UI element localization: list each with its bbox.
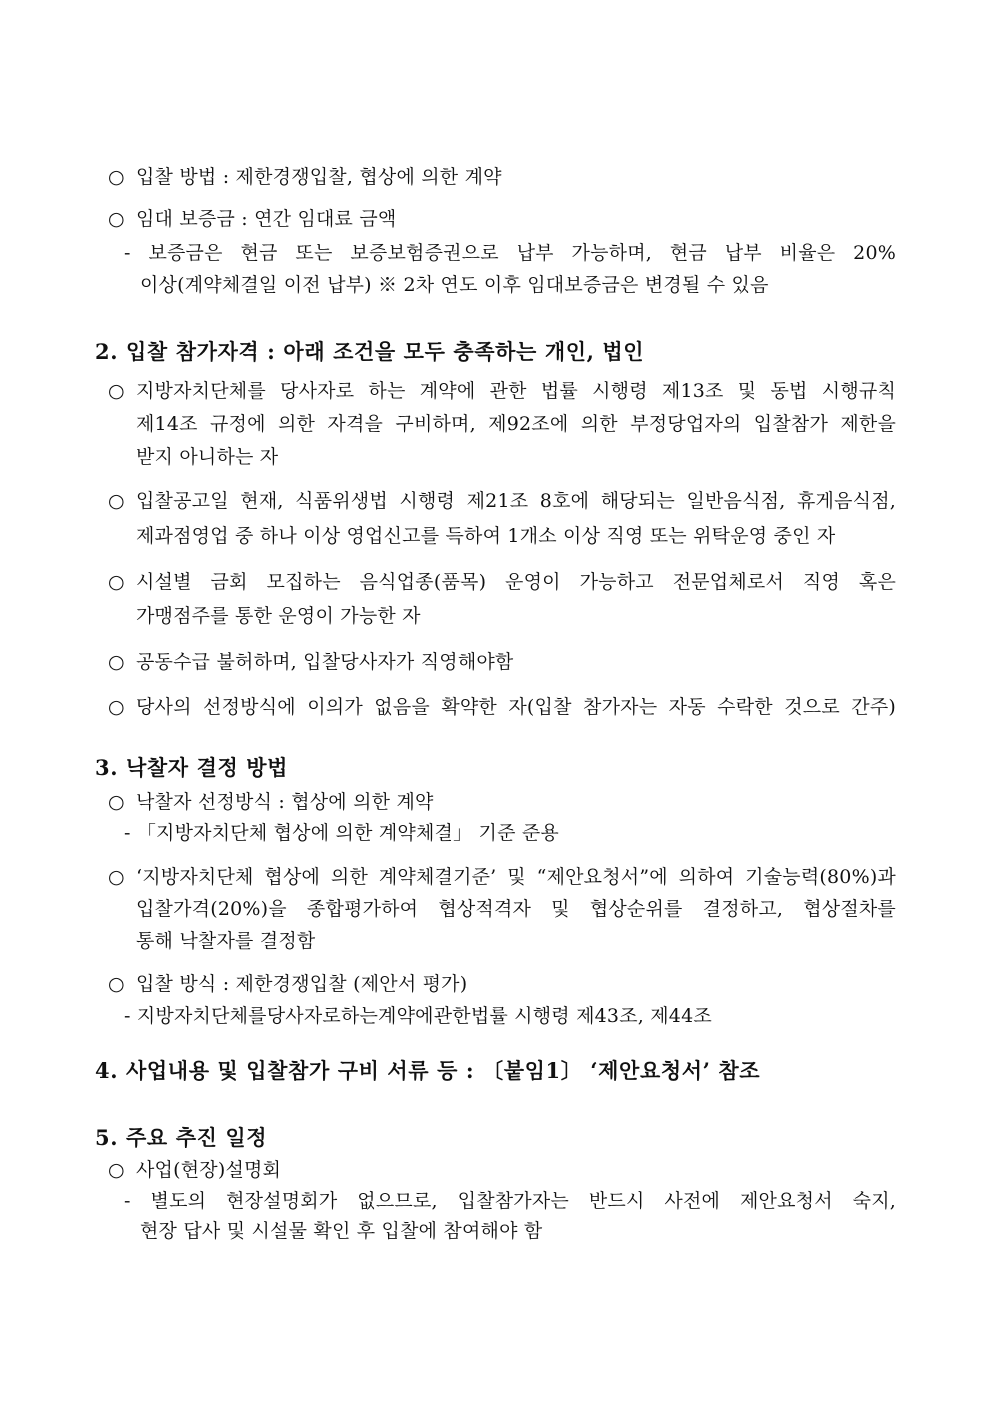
qualification-1-line-1: 지방자치단체를 당사자로 하는 계약에 관한 법률 시행령 제13조 및 동법 시행규칙	[136, 380, 896, 402]
section-4-heading: 4. 사업내용 및 입찰참가 구비 서류 등 : 〔붙임1〕 ‘제안요청서’ 참조	[95, 1058, 761, 1083]
qualification-item-5	[108, 695, 136, 719]
section-5-heading: 5. 주요 추진 일정	[95, 1125, 268, 1150]
section-3-heading: 3. 낙찰자 결정 방법	[95, 755, 289, 780]
qualification-item-1	[108, 379, 136, 403]
deposit-text: 임대 보증금 : 연간 임대료 금액	[136, 208, 397, 230]
deposit-note-line-1: - 보증금은 현금 또는 보증보험증권으로 납부 가능하며, 현금 납부 비율은 20%	[124, 242, 896, 264]
qualification-4-text: 공동수급 불허하며, 입찰당사자가 직영해야함	[136, 651, 514, 673]
method-item-3	[108, 972, 467, 996]
deposit-item	[108, 207, 396, 231]
circle-bullet-icon: ○	[108, 696, 125, 718]
method-1-text: 낙찰자 선정방식 : 협상에 의한 계약	[136, 791, 434, 813]
qualification-3-line-2: 가맹점주를 통한 운영이 가능한 자	[136, 605, 421, 627]
circle-bullet-icon: ○	[108, 490, 125, 512]
circle-bullet-icon: ○	[108, 571, 125, 593]
circle-bullet-icon: ○	[108, 651, 125, 673]
circle-bullet-icon: ○	[108, 791, 125, 813]
section-2-heading: 2. 입찰 참가자격 : 아래 조건을 모두 충족하는 개인, 법인	[95, 339, 645, 364]
circle-bullet-icon: ○	[108, 1159, 125, 1181]
method-3-text: 입찰 방식 : 제한경쟁입찰 (제안서 평가)	[136, 973, 468, 995]
qualification-1-line-3: 받지 아니하는 자	[136, 446, 279, 468]
schedule-1-text: 사업(현장)설명회	[136, 1159, 282, 1181]
method-1-note: - 「지방자치단체 협상에 의한 계약체결」 기준 준용	[124, 822, 559, 844]
qualification-2-line-1: 입찰공고일 현재, 식품위생법 시행령 제21조 8호에 해당되는 일반음식점, 휴게음식점,	[136, 490, 896, 512]
method-2-line-2: 입찰가격(20%)을 종합평가하여 협상적격자 및 협상순위를 결정하고, 협상절차를	[136, 898, 896, 920]
qualification-2-line-2: 제과점영업 중 하나 이상 영업신고를 득하여 1개소 이상 직영 또는 위탁운영 중인 자	[136, 525, 836, 547]
qualification-item-2	[108, 489, 136, 513]
qualification-item-3	[108, 570, 136, 594]
method-item-2	[108, 865, 136, 889]
schedule-item-1	[108, 1158, 281, 1182]
schedule-1-note-line-2: 현장 답사 및 시설물 확인 후 입찰에 참여해야 함	[140, 1220, 543, 1242]
method-3-note: - 지방자치단체를당사자로하는계약에관한법률 시행령 제43조, 제44조	[124, 1005, 712, 1027]
circle-bullet-icon: ○	[108, 380, 125, 402]
deposit-note-line-2: 이상(계약체결일 이전 납부) ※ 2차 연도 이후 임대보증금은 변경될 수 있음	[140, 274, 769, 296]
circle-bullet-icon: ○	[108, 866, 125, 888]
bid-method-item	[108, 165, 502, 189]
qualification-3-line-1: 시설별 금회 모집하는 음식업종(품목) 운영이 가능하고 전문업체로서 직영 혹은	[136, 571, 896, 593]
method-2-line-3: 통해 낙찰자를 결정함	[136, 930, 316, 952]
qualification-1-line-2: 제14조 규정에 의한 자격을 구비하며, 제92조에 의한 부정당업자의 입찰참가 제한을	[136, 413, 896, 435]
qualification-5-text: 당사의 선정방식에 이의가 없음을 확약한 자(입찰 참가자는 자동 수락한 것으로 간주)	[136, 696, 896, 718]
method-2-line-1: ‘지방자치단체 협상에 의한 계약체결기준’ 및 “제안요청서”에 의하여 기술능력(80%)과	[136, 866, 896, 888]
method-item-1	[108, 790, 434, 814]
qualification-item-4	[108, 650, 514, 674]
circle-bullet-icon: ○	[108, 208, 125, 230]
schedule-1-note-line-1: - 별도의 현장설명회가 없으므로, 입찰참가자는 반드시 사전에 제안요청서 숙지,	[124, 1190, 896, 1212]
bid-method-text: 입찰 방법 : 제한경쟁입찰, 협상에 의한 계약	[136, 166, 502, 188]
circle-bullet-icon: ○	[108, 973, 125, 995]
circle-bullet-icon: ○	[108, 166, 125, 188]
